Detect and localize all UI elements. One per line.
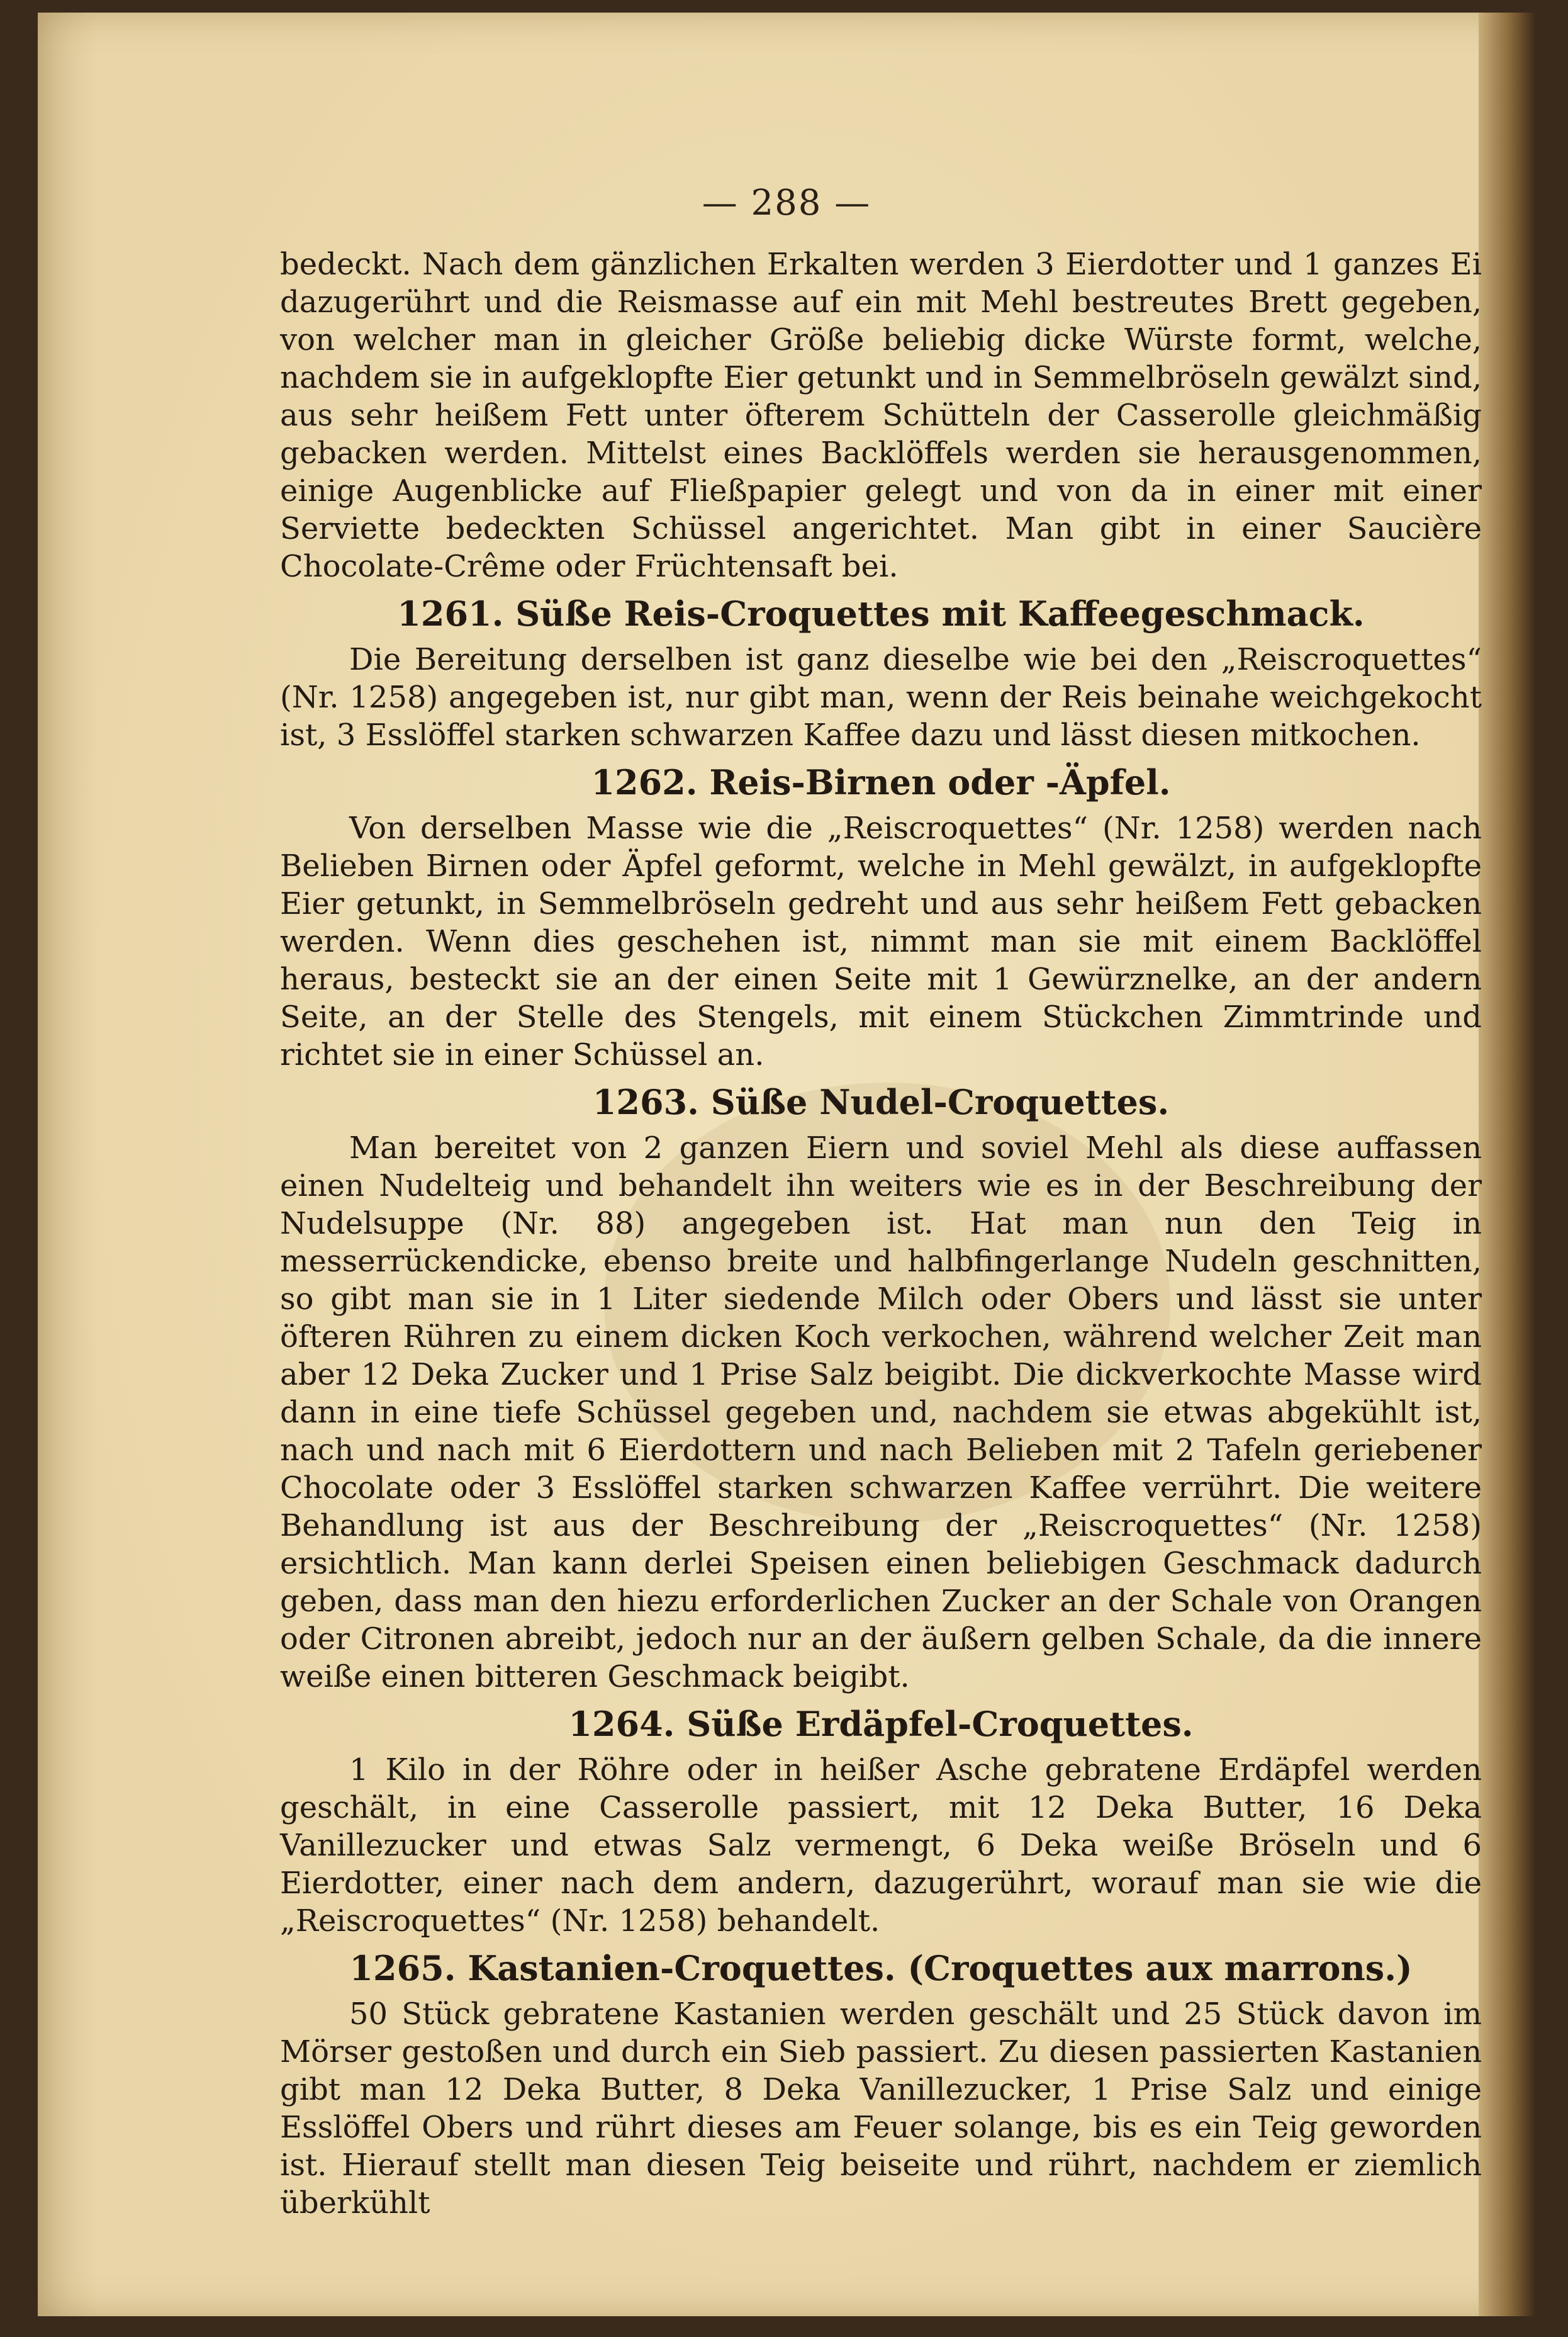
paragraph-1262: Von derselben Masse wie die „Reiscroquettes“ (Nr. 1258) werden nach Belieben Birnen oder Äpfel geformt, welche in Mehl gewälzt, in aufgeklopfte Eier getunkt, in Semmelbröseln gedreht und aus sehr heißem Fett gebacken werden. Wenn dies geschehen ist, nimmt man sie mit einem Backlöffel heraus, besteckt sie an der einen Seite mit 1 Gewürznelke, an der andern Seite, an der Stelle des Stengels, mit einem Stückchen Zimmtrinde und richtet sie in einer Schüssel an.: [280, 811, 1482, 1073]
recipe-heading-1263: 1263. Süße Nudel-Croquettes.: [592, 1082, 1170, 1122]
recipe-heading-1262: 1262. Reis-Birnen oder -Äpfel.: [591, 762, 1171, 802]
text-block: [280, 245, 1482, 2222]
recipe-heading-1264: 1264. Süße Erdäpfel-Croquettes.: [568, 1704, 1194, 1744]
recipe-heading-1265: 1265. Kastanien-Croquettes. (Croquettes aux marrons.): [349, 1948, 1413, 1988]
paragraph-1264: 1 Kilo in der Röhre oder in heißer Asche gebratene Erdäpfel werden geschält, in eine Casserolle passiert, mit 12 Deka Butter, 16 Deka Vanillezucker und etwas Salz vermengt, 6 Deka weiße Bröseln und 6 Eierdotter, einer nach dem andern, dazugerührt, worauf man sie wie die „Reiscroquettes“ (Nr. 1258) behandelt.: [280, 1752, 1482, 1939]
book-page: [38, 13, 1535, 2316]
paragraph-1261: Die Bereitung derselben ist ganz dieselbe wie bei den „Reiscroquettes“ (Nr. 1258) angegeben ist, nur gibt man, wenn der Reis beinahe weichgekocht ist, 3 Esslöffel starken schwarzen Kaffee dazu und lässt diesen mitkochen.: [280, 642, 1482, 753]
recipe-heading-1261: 1261. Süße Reis-Croquettes mit Kaffeegeschmack.: [397, 594, 1365, 634]
paragraph-continuation: bedeckt. Nach dem gänzlichen Erkalten werden 3 Eierdotter und 1 ganzes Ei dazugerührt und die Reismasse auf ein mit Mehl bestreutes Brett gegeben, von welcher man in gleicher Größe beliebig dicke Würste formt, welche, nachdem sie in aufgeklopfte Eier getunkt und in Semmelbröseln gewälzt sind, aus sehr heißem Fett unter öfterem Schütteln der Casserolle gleichmäßig gebacken werden. Mittelst eines Backlöffels werden sie herausgenommen, einige Augenblicke auf Fließpapier gelegt und von da in einer mit einer Serviette bedeckten Schüssel angerichtet. Man gibt in einer Saucière Chocolate-Crême oder Früchtensaft bei.: [280, 247, 1482, 584]
paragraph-1263: Man bereitet von 2 ganzen Eiern und soviel Mehl als diese auffassen einen Nudelteig und behandelt ihn weiters wie es in der Beschreibung der Nudelsuppe (Nr. 88) angegeben ist. Hat man nun den Teig in messerrückendicke, ebenso breite und halbfingerlange Nudeln geschnitten, so gibt man sie in 1 Liter siedende Milch oder Obers und lässt sie unter öfteren Rühren zu einem dicken Koch verkochen, während welcher Zeit man aber 12 Deka Zucker und 1 Prise Salz beigibt. Die dickverkochte Masse wird dann in eine tiefe Schüssel gegeben und, nachdem sie etwas abgekühlt ist, nach und nach mit 6 Eierdottern und nach Belieben mit 2 Tafeln geriebener Chocolate oder 3 Esslöffel starken schwarzen Kaffee verrührt. Die weitere Behandlung ist aus der Beschreibung der „Reiscroquettes“ (Nr. 1258) ersichtlich. Man kann derlei Speisen einen beliebigen Geschmack dadurch geben, dass man den hiezu erforderlichen Zucker an der Schale von Orangen oder Citronen abreibt, jedoch nur an der äußern gelben Schale, da die innere weiße einen bitteren Geschmack beigibt.: [280, 1130, 1482, 1694]
paragraph-1265: 50 Stück gebratene Kastanien werden geschält und 25 Stück davon im Mörser gestoßen und durch ein Sieb passiert. Zu diesen passierten Kastanien gibt man 12 Deka Butter, 8 Deka Vanillezucker, 1 Prise Salz und einige Esslöffel Obers und rührt dieses am Feuer solange, bis es ein Teig geworden ist. Hierauf stellt man diesen Teig beiseite und rührt, nachdem er ziemlich überkühlt: [280, 1996, 1482, 2221]
book-gutter: [1479, 13, 1535, 2316]
page-number: — 288 —: [702, 183, 871, 223]
